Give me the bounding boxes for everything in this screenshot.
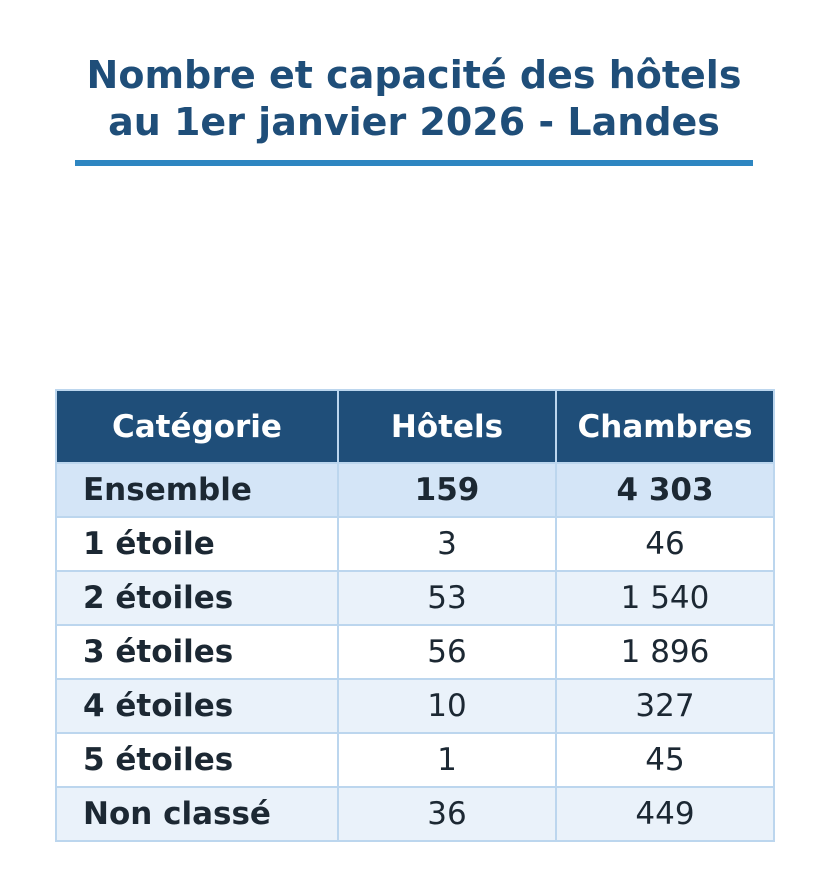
cell-categorie: 2 étoiles <box>56 571 338 625</box>
cell-categorie: 1 étoile <box>56 517 338 571</box>
cell-hotels: 3 <box>338 517 556 571</box>
table-row <box>56 787 774 841</box>
chart-title-line-2: au 1er janvier 2026 - Landes <box>108 100 720 144</box>
cell-categorie: 4 étoiles <box>56 679 338 733</box>
table-row <box>56 625 774 679</box>
cell-categorie: 3 étoiles <box>56 625 338 679</box>
column-header-hotels: Hôtels <box>338 390 556 463</box>
column-header-chambres: Chambres <box>556 390 774 463</box>
cell-chambres: 45 <box>556 733 774 787</box>
cell-categorie: 5 étoiles <box>56 733 338 787</box>
table-header-row <box>56 390 774 463</box>
cell-chambres: 46 <box>556 517 774 571</box>
cell-hotels: 1 <box>338 733 556 787</box>
cell-chambres: 327 <box>556 679 774 733</box>
cell-chambres: 1 540 <box>556 571 774 625</box>
cell-chambres: 4 303 <box>556 463 774 517</box>
table-row <box>56 679 774 733</box>
column-header-categorie: Catégorie <box>56 390 338 463</box>
table-row <box>56 733 774 787</box>
table-row <box>56 517 774 571</box>
cell-categorie: Non classé <box>56 787 338 841</box>
cell-hotels: 36 <box>338 787 556 841</box>
table-row-total <box>56 463 774 517</box>
cell-chambres: 1 896 <box>556 625 774 679</box>
chart-title <box>0 52 828 146</box>
table-row <box>56 571 774 625</box>
cell-hotels: 159 <box>338 463 556 517</box>
hotel-table <box>55 389 775 842</box>
cell-categorie: Ensemble <box>56 463 338 517</box>
cell-hotels: 56 <box>338 625 556 679</box>
title-underline <box>75 160 753 166</box>
chart-title-line-1: Nombre et capacité des hôtels <box>86 53 742 97</box>
cell-chambres: 449 <box>556 787 774 841</box>
cell-hotels: 53 <box>338 571 556 625</box>
cell-hotels: 10 <box>338 679 556 733</box>
